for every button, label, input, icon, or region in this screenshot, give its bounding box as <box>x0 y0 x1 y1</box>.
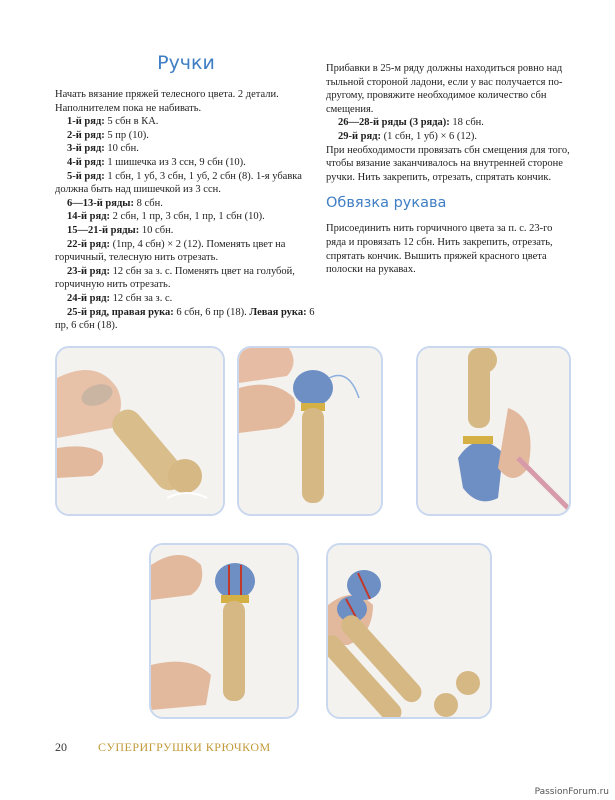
instruction-row <box>55 88 317 115</box>
row-label: 23-й ряд: <box>67 265 110 277</box>
instruction-row <box>55 156 317 170</box>
instructions-list <box>55 88 317 306</box>
increase-note: Прибавки в 25-м ряду должны находиться ровно над тыльной стороной ладони, если у вас получается по-другому, провяжите необходимое количество сбн смещения. <box>326 63 563 115</box>
row-text: 12 сбн за з. с. Поменять цвет на голубой, горчичную нить отрезать. <box>55 265 295 291</box>
hand-photo-4-image <box>151 545 297 717</box>
photo-hand-with-edged-sleeve <box>149 543 299 719</box>
row-text: 1 сбн, 1 уб, 3 сбн, 1 уб, 2 сбн (8). 1-я убавка должна быть над шишечкой из 3 ссн. <box>55 170 302 196</box>
row-text: 1 шишечка из 3 ссн, 9 сбн (10). <box>104 156 246 168</box>
row-text: 5 пр (10). <box>104 129 149 141</box>
photo-crocheting-sleeve-edge <box>416 346 571 516</box>
sleeve-instructions: Присоединить нить горчичного цвета за п. с. 23-го ряда и провязать 12 сбн. Нить закрепить, отрезать, спрятать кончик. Вышить пряжей красного цвета полоски на рукавах. <box>326 223 553 276</box>
hand-photo-1-image <box>57 348 223 514</box>
offset-note: При необходимости провязать сбн смещения для того, чтобы вязание заканчивалось на внутренней стороне ручки. Нить закрепить, отрезать, спрятать кончик. <box>326 144 570 183</box>
row-label: 24-й ряд: <box>67 292 110 304</box>
row-label: 4-й ряд: <box>67 156 105 168</box>
row-text: (1 сбн, 1 уб) × 6 (12). <box>381 130 477 142</box>
subsection-title: Обвязка рукава <box>326 195 447 212</box>
instruction-row <box>55 129 317 143</box>
right-column <box>326 62 573 277</box>
row-25-label2: Левая рука: <box>249 306 307 318</box>
instruction-row <box>55 197 317 211</box>
section-title: Ручки <box>157 52 215 74</box>
row-label: 29-й ряд: <box>338 130 381 142</box>
row-text: 5 сбн в КА. <box>104 116 159 128</box>
row-label: 26—28-й ряды (3 ряда): <box>338 117 450 129</box>
row-text: 12 сбн за з. с. <box>110 292 173 304</box>
hand-photo-2-image <box>239 348 381 514</box>
row-text: Начать вязание пряжей телесного цвета. 2 детали. Наполнителем пока не набивать. <box>55 89 279 114</box>
instruction-row <box>55 210 317 224</box>
instruction-row <box>55 142 317 156</box>
watermark: PassionForum.ru <box>534 787 609 797</box>
row-label: 15—21-й ряды: <box>67 224 140 236</box>
photo-two-finished-hands <box>326 543 492 719</box>
photo-hand-without-sleeve <box>55 346 225 516</box>
hand-photo-3-image <box>418 348 569 514</box>
row-label: 5-й ряд: <box>67 170 105 182</box>
row-text: 10 сбн. <box>104 143 139 155</box>
book-title: СУПЕРИГРУШКИ КРЮЧКОМ <box>98 740 271 754</box>
instruction-row <box>55 265 317 292</box>
row-text: 8 сбн. <box>133 197 163 209</box>
row-label: 2-й ряд: <box>67 129 105 141</box>
photo-hand-with-blue-sleeve <box>237 346 383 516</box>
page-number: 20 <box>55 740 67 754</box>
row-text: 10 сбн. <box>139 224 174 236</box>
row-25 <box>55 306 317 333</box>
row-text: 18 сбн. <box>449 117 484 129</box>
instruction-row <box>55 292 317 306</box>
row-label: 3-й ряд: <box>67 143 105 155</box>
row-label: 6—13-й ряды: <box>67 197 134 209</box>
instruction-row <box>55 238 317 265</box>
row-text: (1пр, 4 сбн) × 2 (12). Поменять цвет на горчичный, телесную нить отрезать. <box>55 238 286 264</box>
row-25-label: 25-й ряд, правая рука: <box>67 306 174 318</box>
row-25-text: 6 сбн, 6 пр (18). <box>173 306 250 318</box>
row-26-28 <box>326 116 573 130</box>
row-label: 14-й ряд: <box>67 211 110 223</box>
instruction-row <box>55 224 317 238</box>
row-label: 22-й ряд: <box>67 238 110 250</box>
hand-photo-5-image <box>328 545 490 717</box>
row-25-text2: 6 пр, 6 сбн (18). <box>55 306 315 332</box>
instruction-row <box>55 170 317 197</box>
instruction-row <box>55 115 317 129</box>
left-column <box>55 88 317 333</box>
row-29 <box>326 130 573 144</box>
row-label: 1-й ряд: <box>67 116 105 128</box>
row-text: 2 сбн, 1 пр, 3 сбн, 1 пр, 1 сбн (10). <box>110 211 265 223</box>
